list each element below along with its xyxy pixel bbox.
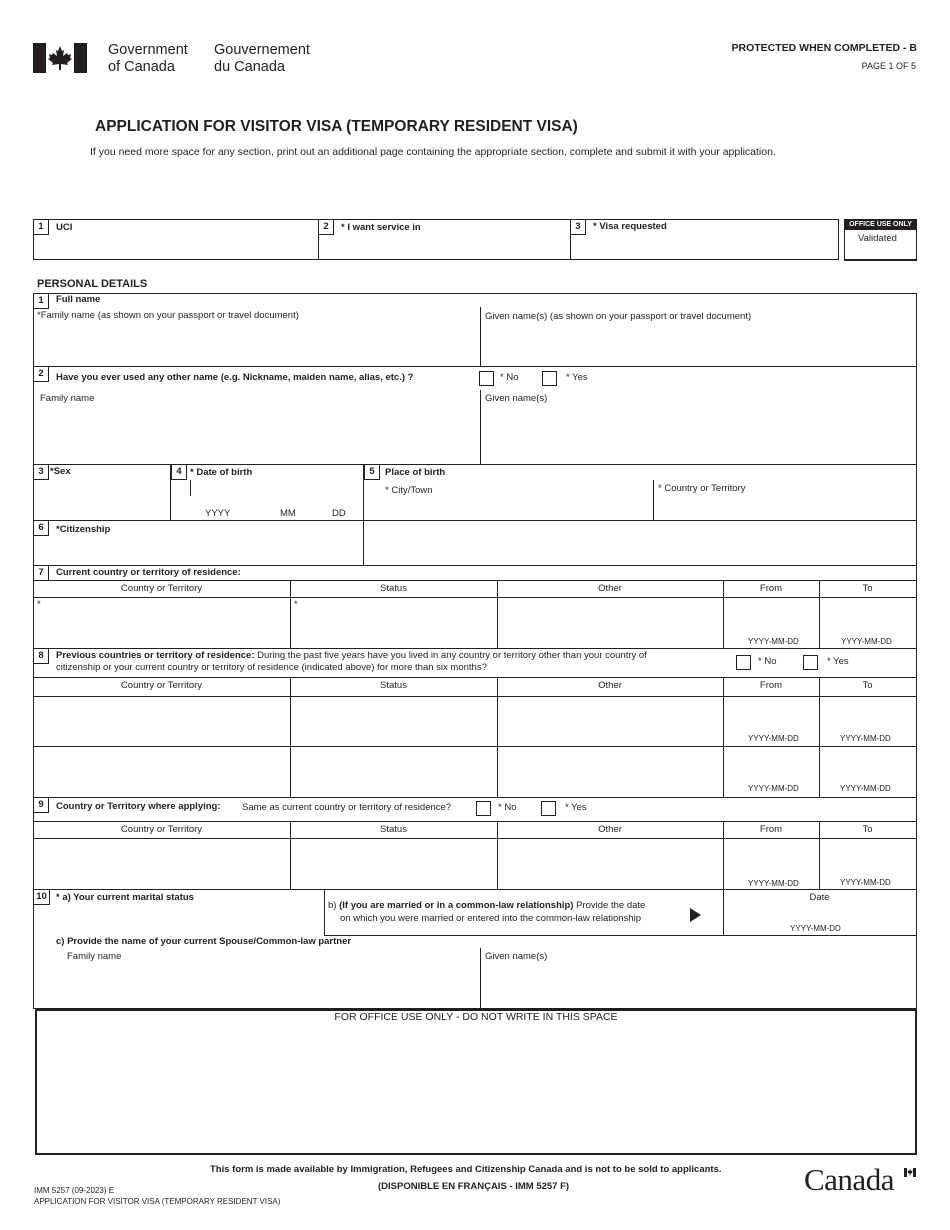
given-name-label: Given name(s) (as shown on your passport or travel document)	[485, 311, 752, 322]
no-label: * No	[498, 802, 517, 813]
no-label: * No	[758, 656, 777, 667]
marital-status-label: * a) Your current marital status	[56, 892, 194, 903]
footer-notice: This form is made available by Immigration, Refugees and Citizenship Canada and is not to be sold to applicants.	[210, 1164, 722, 1175]
citizenship-label: *Citizenship	[56, 524, 111, 535]
protected-label: PROTECTED WHEN COMPLETED - B	[731, 42, 917, 54]
spouse-given-name-input[interactable]	[484, 966, 912, 1004]
required-mark: *	[294, 599, 298, 610]
residence-status-input[interactable]	[293, 610, 493, 644]
col-other: Other	[598, 824, 622, 835]
date-format: YYYY-MM-DD	[748, 734, 799, 743]
other-given-name-label: Given name(s)	[485, 393, 548, 404]
q-num: 6	[33, 520, 49, 536]
apply-from-input[interactable]	[726, 841, 816, 873]
residence-from-input[interactable]	[726, 600, 816, 634]
other-family-name-label: Family name	[40, 393, 95, 404]
col-from: From	[759, 824, 783, 835]
residence-country-input[interactable]	[36, 610, 286, 644]
same-as-residence-question: Same as current country or territory of residence?	[242, 802, 452, 813]
other-name-yes-checkbox[interactable]	[542, 371, 557, 386]
apply-to-input[interactable]	[822, 841, 913, 873]
prev-to-input-1[interactable]	[822, 699, 913, 731]
prev-to-input-2[interactable]	[822, 749, 913, 781]
visa-requested-select[interactable]	[574, 236, 834, 258]
prev-country-input-2[interactable]	[36, 749, 286, 793]
col-to: To	[862, 824, 873, 835]
yyyy-label: YYYY	[205, 508, 231, 519]
birth-city-input[interactable]	[380, 498, 648, 518]
service-language-select[interactable]	[322, 236, 566, 258]
section-heading: PERSONAL DETAILS	[37, 278, 148, 290]
gov-fr-name: Gouvernement du Canada	[214, 42, 310, 75]
prev-other-input-2[interactable]	[500, 749, 720, 793]
q-num: 8	[33, 648, 49, 664]
arrow-right-icon	[690, 908, 702, 922]
col-to: To	[862, 583, 873, 594]
q-num: 9	[33, 797, 49, 813]
form-title: APPLICATION FOR VISITOR VISA (TEMPORARY RESIDENT VISA)	[95, 118, 578, 135]
office-use-text: FOR OFFICE USE ONLY - DO NOT WRITE IN THIS SPACE	[334, 1011, 618, 1023]
date-format: YYYY-MM-DD	[840, 734, 891, 743]
uci-label: UCI	[56, 222, 73, 233]
other-family-name-input[interactable]	[36, 408, 476, 460]
q-num: 1	[33, 219, 49, 235]
required-mark: *	[37, 599, 41, 610]
family-name-input[interactable]	[36, 326, 476, 362]
yes-label: * Yes	[566, 372, 588, 383]
intro-text: If you need more space for any section, print out an additional page containing the appropriate section, complete and submit it with your application.	[90, 146, 776, 158]
canada-flag-icon	[33, 43, 87, 73]
q-num: 2	[318, 219, 334, 235]
marriage-date-input[interactable]	[730, 905, 910, 921]
other-given-name-input[interactable]	[484, 408, 912, 460]
dd-label: DD	[332, 508, 346, 519]
footer-french-notice: (DISPONIBLE EN FRANÇAIS - IMM 5257 F)	[378, 1181, 570, 1192]
canada-wordmark: Canada	[804, 1162, 894, 1197]
q-num: 7	[33, 565, 49, 581]
date-format: YYYY-MM-DD	[748, 879, 799, 888]
q-num: 1	[33, 293, 49, 309]
same-country-no-checkbox[interactable]	[476, 801, 491, 816]
same-country-yes-checkbox[interactable]	[541, 801, 556, 816]
spouse-name-label: c) Provide the name of your current Spouse/Common-law partner	[56, 936, 352, 947]
wordmark-flag-icon	[904, 1168, 916, 1177]
q-num: 3	[33, 464, 49, 480]
office-use-box	[35, 1009, 917, 1155]
date-format: YYYY-MM-DD	[790, 924, 841, 933]
prev-status-input-1[interactable]	[293, 699, 493, 743]
no-label: * No	[500, 372, 519, 383]
col-country: Country or Territory	[120, 680, 203, 691]
prev-from-input-1[interactable]	[726, 699, 816, 731]
q-num: 3	[570, 219, 586, 235]
visa-requested-label: * Visa requested	[593, 221, 667, 232]
q-num: 2	[33, 366, 49, 382]
page-number: PAGE 1 OF 5	[861, 61, 916, 71]
sex-label: *Sex	[50, 466, 71, 477]
spouse-family-name-label: Family name	[67, 951, 122, 962]
residence-other-input[interactable]	[500, 600, 720, 644]
q-num: 10	[33, 889, 50, 905]
marriage-date-question: b) (If you are married or in a common-law relationship) Provide the date on which you were married or entered into the common-law relationship	[328, 900, 646, 924]
q-num: 4	[171, 464, 187, 480]
col-status: Status	[380, 583, 407, 594]
date-format: YYYY-MM-DD	[840, 878, 891, 887]
previous-residence-question: Previous countries or territory of residence: During the past five years have you lived in any country or territory other than your country of citizenship or your current country or territory of residence (indicated above) for more than six months?	[56, 650, 647, 673]
full-name-label: Full name	[56, 294, 101, 305]
prev-from-input-2[interactable]	[726, 749, 816, 781]
prev-other-input-1[interactable]	[500, 699, 720, 743]
other-name-question: Have you ever used any other name (e.g. Nickname, maiden name, alias, etc.) ?	[56, 372, 414, 383]
col-country: Country or Territory	[120, 583, 203, 594]
col-from: From	[759, 583, 783, 594]
col-to: To	[862, 680, 873, 691]
service-language-label: * I want service in	[341, 222, 421, 233]
prev-status-input-2[interactable]	[293, 749, 493, 793]
office-use-only-tag: OFFICE USE ONLY	[844, 219, 917, 230]
form-id: IMM 5257 (09-2023) E	[34, 1186, 115, 1195]
apply-country-input[interactable]	[36, 841, 286, 885]
col-country: Country or Territory	[120, 824, 203, 835]
col-from: From	[759, 680, 783, 691]
mm-label: MM	[280, 508, 296, 519]
citizenship-select[interactable]	[36, 540, 360, 562]
date-format: YYYY-MM-DD	[840, 784, 891, 793]
date-format: YYYY-MM-DD	[748, 784, 799, 793]
residence-to-input[interactable]	[822, 600, 913, 634]
city-label: * City/Town	[385, 485, 433, 496]
marital-status-select[interactable]	[36, 906, 320, 930]
apply-status-input[interactable]	[293, 841, 493, 885]
sex-select[interactable]	[36, 482, 166, 512]
current-residence-label: Current country or territory of residence:	[56, 567, 241, 578]
birth-country-select[interactable]	[658, 498, 913, 518]
form-name: APPLICATION FOR VISITOR VISA (TEMPORARY RESIDENT VISA)	[34, 1197, 281, 1206]
gov-en-name: Government of Canada	[108, 42, 188, 75]
date-format: YYYY-MM-DD	[748, 637, 799, 646]
prev-country-input-1[interactable]	[36, 699, 286, 743]
other-name-no-checkbox[interactable]	[479, 371, 494, 386]
uci-input[interactable]	[50, 236, 312, 258]
given-name-input[interactable]	[484, 326, 912, 362]
birth-country-label: * Country or Territory	[658, 483, 746, 494]
family-name-label: *Family name (as shown on your passport or travel document)	[37, 310, 299, 321]
validated-label: Validated	[858, 233, 897, 244]
q-num: 5	[364, 464, 380, 480]
spouse-family-name-input[interactable]	[36, 966, 476, 1004]
previous-residence-no-checkbox[interactable]	[736, 655, 751, 670]
date-label: Date	[809, 892, 830, 903]
previous-residence-yes-checkbox[interactable]	[803, 655, 818, 670]
date-format: YYYY-MM-DD	[841, 637, 892, 646]
col-status: Status	[380, 824, 407, 835]
place-of-birth-label: Place of birth	[385, 467, 446, 478]
applying-country-label: Country or Territory where applying:	[56, 801, 221, 812]
col-other: Other	[598, 583, 622, 594]
yes-label: * Yes	[827, 656, 849, 667]
dob-input[interactable]	[192, 483, 360, 505]
yes-label: * Yes	[565, 802, 587, 813]
apply-other-input[interactable]	[500, 841, 720, 885]
col-status: Status	[380, 680, 407, 691]
spouse-given-name-label: Given name(s)	[485, 951, 548, 962]
dob-label: * Date of birth	[190, 467, 253, 478]
col-other: Other	[598, 680, 622, 691]
